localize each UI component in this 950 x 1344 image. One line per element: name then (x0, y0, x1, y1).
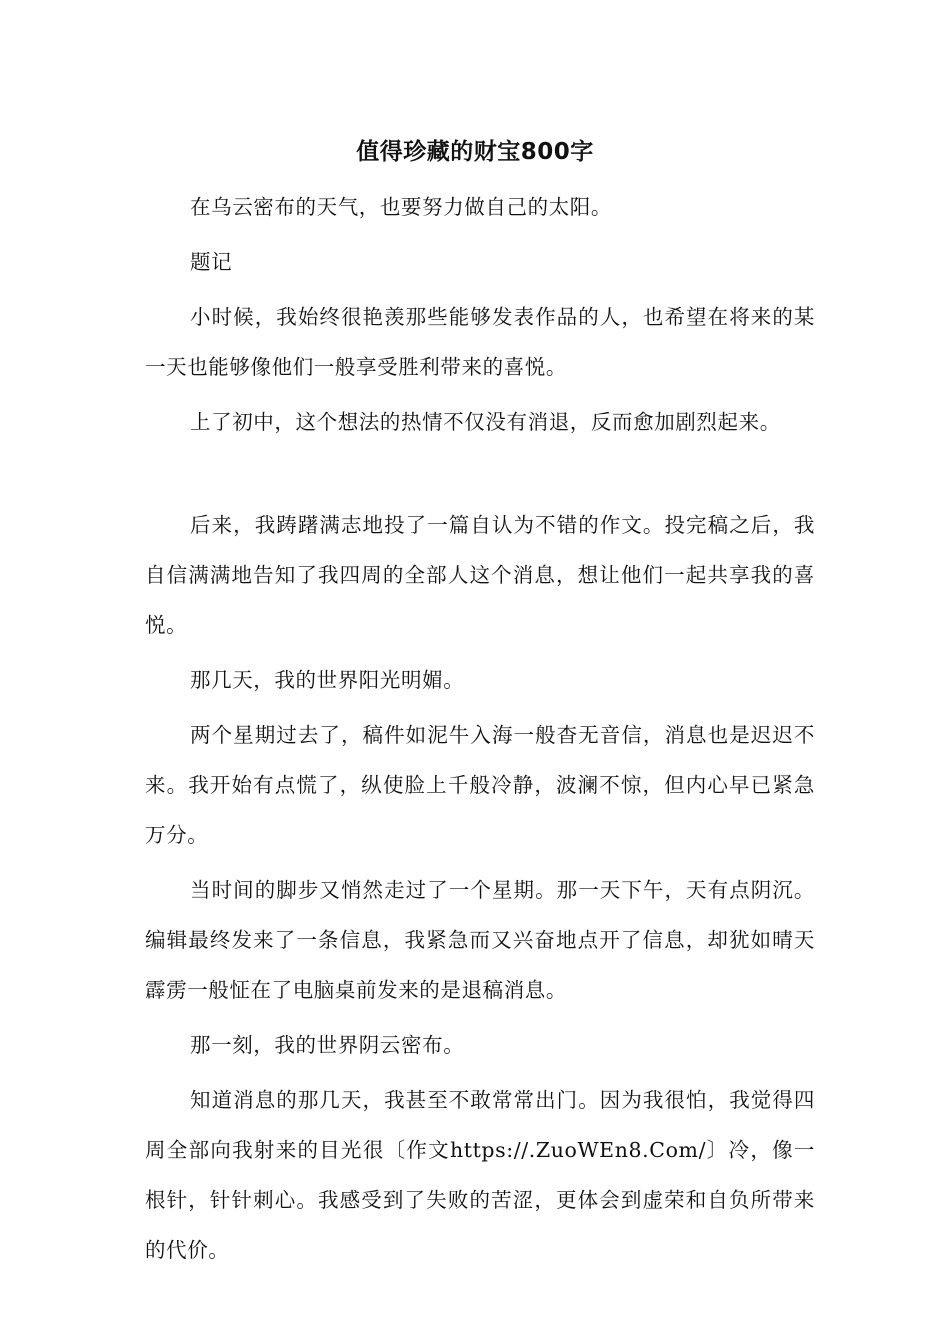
paragraph-epigraph: 在乌云密布的天气，也要努力做自己的太阳。 (190, 195, 612, 219)
paragraph-epigraph-source: 题记 (190, 250, 233, 274)
paragraph: 上了初中，这个想法的热情不仅没有消退，反而愈加剧烈起来。 (190, 410, 781, 434)
document-body (145, 182, 815, 1280)
paragraph: 当时间的脚步又悄然走过了一个星期。那一天下午，天有点阴沉。编辑最终发来了一条信息，我紧急而又兴奋地点开了信息，却犹如晴天霹雳一般怔在了电脑桌前发来的是退稿消息。 (145, 878, 815, 1002)
paragraph: 小时候，我始终很艳羡那些能够发表作品的人，也希望在将来的某一天也能够像他们一般享受胜利带来的喜悦。 (145, 305, 815, 379)
document-title: 值得珍藏的财宝800字 (356, 139, 594, 165)
paragraph: 两个星期过去了，稿件如泥牛入海一般杳无音信，消息也是迟迟不来。我开始有点慌了，纵使脸上千般冷静，波澜不惊，但内心早已紧急万分。 (145, 723, 815, 847)
paragraph: 那一刻，我的世界阴云密布。 (190, 1033, 465, 1057)
paragraph: 知道消息的那几天，我甚至不敢常常出门。因为我很怕，我觉得四周全部向我射来的目光很〔作文https://.ZuoWEn8.Com/〕冷，像一根针，针针刺心。我感受到了失败的苦涩，更体会到虚荣和自负所带来的代价。 (145, 1088, 815, 1262)
paragraph: 后来，我踌躇满志地投了一篇自认为不错的作文。投完稿之后，我自信满满地告知了我四周的全部人这个消息，想让他们一起共享我的喜悦。 (145, 513, 815, 637)
paragraph: 那几天，我的世界阳光明媚。 (190, 668, 465, 692)
